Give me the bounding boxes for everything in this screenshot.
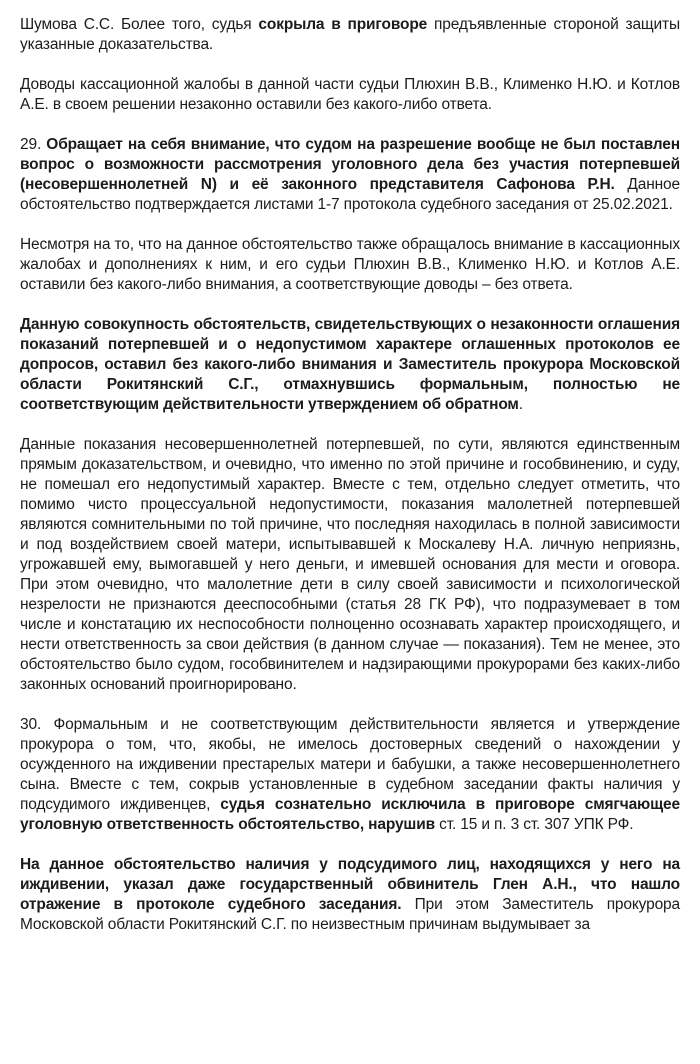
- text-segment: предъявленные стороной защиты указанные доказательства.: [20, 16, 680, 53]
- paragraph: [20, 855, 680, 935]
- text-segment: ст. 15 и п. 3 ст. 307 УПК РФ.: [434, 816, 634, 833]
- text-segment-bold: сокрыла в приговоре: [258, 16, 428, 33]
- text-segment-bold: судья сознательно исключила в приговоре смягчающее уголовную ответственность обстоятельство, нарушив: [20, 796, 680, 833]
- paragraph: [20, 75, 680, 115]
- text-segment: 29.: [20, 136, 47, 153]
- paragraph: [20, 235, 680, 295]
- paragraph: [20, 15, 680, 55]
- text-segment-bold: Обращает на себя внимание, что судом на разрешение вообще не был поставлен вопрос о возможности рассмотрения уголовного дела без участия потерпевшей (несовершеннолетней N) и её законного представителя Сафонова Р.Н.: [20, 136, 680, 193]
- text-segment: Доводы кассационной жалобы в данной части судьи Плюхин В.В., Клименко Н.Ю. и Котлов А.Е. в своем решении незаконно оставили без какого-либо ответа.: [20, 76, 680, 113]
- text-segment: Шумова С.С. Более того, судья: [20, 16, 259, 33]
- paragraph: [20, 135, 680, 215]
- text-segment: При этом Заместитель прокурора Московской области Рокитянский С.Г. по неизвестным причинам выдумывает за: [20, 896, 680, 933]
- text-segment: Несмотря на то, что на данное обстоятельство также обращалось внимание в кассационных жалобах и дополнениях к ним, и его судьи Плюхин В.В., Клименко Н.Ю. и Котлов А.Е. оставили без какого-либо внимания, а соответствующие доводы – без ответа.: [20, 236, 680, 293]
- text-segment: 30. Формальным и не соответствующим действительности является и утверждение прокурора о том, что, якобы, не имелось достоверных сведений о нахождении у осужденного на иждивении престарелых матери и бабушки, а также несовершеннолетнего сына. Вместе с тем, сокрыв установленные в судебном заседании факты наличия у подсудимого иждивенцев,: [20, 716, 680, 813]
- text-segment: .: [518, 396, 523, 413]
- text-segment: Данные показания несовершеннолетней потерпевшей, по сути, являются единственным прямым доказательством, и очевидно, что именно по этой причине и гособвинению, и суду, не помешал его недопустимый характер. Вместе с тем, отдельно следует отметить, что помимо чисто процессуальной недопустимости, показания малолетней потерпевшей являются сомнительными по той причине, что последняя находилась в полной зависимости и под воздействием своей матери, испытывавшей к Москалеву Н.А. личную неприязнь, угрожавшей ему, вымогавшей у него деньги, и имевшей основания для мести и оговора. При этом очевидно, что малолетние дети в силу своей зависимости и психологической незрелости не признаются дееспособными (статья 28 ГК РФ), что подразумевает в том числе и констатацию их неспособности полноценно осознавать характер происходящего, и нести ответственность за свои действия (в данном случае — показания). Тем не менее, это обстоятельство было судом, гособвинителем и надзирающими прокурорами без каких-либо законных оснований проигнорировано.: [20, 436, 680, 693]
- paragraph: [20, 715, 680, 835]
- text-segment-bold: Данную совокупность обстоятельств, свидетельствующих о незаконности оглашения показаний потерпевшей и о недопустимом характере оглашенных протоколов ее допросов, оставил без какого-либо внимания и Заместитель прокурора Московской области Рокитянский С.Г., отмахнувшись формальным, полностью не соответствующим действительности утверждением об обратном: [20, 316, 680, 413]
- paragraph: [20, 435, 680, 695]
- paragraph: [20, 315, 680, 415]
- text-segment-bold: На данное обстоятельство наличия у подсудимого лиц, находящихся у него на иждивении, указал даже государственный обвинитель Глен А.Н., что нашло отражение в протоколе судебного заседания.: [20, 856, 680, 913]
- text-segment: Данное обстоятельство подтверждается листами 1-7 протокола судебного заседания от 25.02.2021.: [20, 176, 680, 213]
